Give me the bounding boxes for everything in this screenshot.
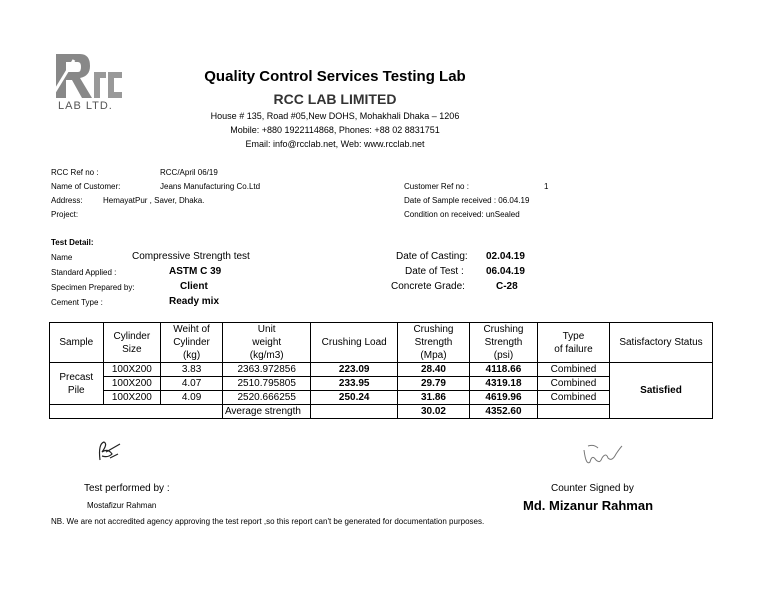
cell-unit-weight: 2363.972856 [222, 363, 311, 377]
counter-signed-name: Md. Mizanur Rahman [523, 498, 654, 513]
cell-psi: 4619.96 [470, 391, 538, 405]
address-label: Address: [51, 196, 83, 205]
cell-size: 100X200 [103, 363, 161, 377]
table-header-row [50, 323, 713, 363]
customer-ref-label: Customer Ref no : [404, 182, 469, 191]
header-strength-psi: Crushing Strength (psi) [470, 323, 538, 363]
performed-label: Test performed by : [84, 483, 170, 494]
header-status: Satisfactory Status [610, 323, 713, 363]
company-address: House # 135, Road #05,New DOHS, Mohakhali Dhaka – 1206 [210, 111, 460, 121]
empty-cell [311, 405, 397, 419]
casting-value: 02.04.19 [486, 251, 525, 262]
results-table [49, 322, 713, 419]
cell-psi: 4319.18 [470, 377, 538, 391]
test-name-label: Name [51, 253, 73, 262]
cell-size: 100X200 [103, 377, 161, 391]
test-date-value: 06.04.19 [486, 266, 525, 277]
cell-load: 223.09 [311, 363, 397, 377]
company-phones: Mobile: +880 1922114868, Phones: +88 02 8831751 [230, 125, 440, 135]
company-name: RCC LAB LIMITED [273, 91, 397, 107]
cement-value: Ready mix [169, 296, 220, 307]
cement-label: Cement Type : [51, 298, 103, 307]
company-email: Email: info@rcclab.net, Web: www.rcclab.net [245, 139, 425, 149]
test-date-label: Date of Test : [405, 266, 464, 277]
cell-weight: 3.83 [161, 363, 223, 377]
tester-signature [94, 438, 124, 469]
table-row [50, 363, 713, 377]
cell-load: 250.24 [311, 391, 397, 405]
condition-received: Condition on received: unSealed [404, 210, 520, 219]
empty-cell [50, 405, 223, 419]
cell-weight: 4.07 [161, 377, 223, 391]
cell-weight: 4.09 [161, 391, 223, 405]
average-mpa: 30.02 [397, 405, 469, 419]
standard-value: ASTM C 39 [169, 266, 222, 277]
prepared-label: Specimen Prepared by: [51, 283, 135, 292]
cell-failure: Combined [537, 391, 609, 405]
counter-signed-label: Counter Signed by [551, 483, 634, 494]
cell-size: 100X200 [103, 391, 161, 405]
header-failure-type: Type of failure [537, 323, 609, 363]
cell-mpa: 31.86 [397, 391, 469, 405]
empty-cell [537, 405, 609, 419]
project-label: Project: [51, 210, 79, 219]
header-cylinder-size: Cylinder Size [103, 323, 161, 363]
cell-failure: Combined [537, 363, 609, 377]
grade-value: C-28 [496, 281, 518, 292]
ref-value: RCC/April 06/19 [160, 168, 218, 177]
grade-label: Concrete Grade: [391, 281, 465, 292]
customer-value: Jeans Manufacturing Co.Ltd [160, 182, 261, 191]
customer-label: Name of Customer: [51, 182, 121, 191]
company-logo [50, 52, 128, 114]
casting-label: Date of Casting: [396, 251, 468, 262]
header-crushing-load: Crushing Load [311, 323, 397, 363]
header-unit-weight: Unit weight (kg/m3) [222, 323, 311, 363]
test-detail-heading: Test Detail: [51, 238, 94, 247]
date-received: Date of Sample received : 06.04.19 [404, 196, 530, 205]
header-weight: Weiht of Cylinder (kg) [161, 323, 223, 363]
cell-unit-weight: 2510.795805 [222, 377, 311, 391]
disclaimer-note: NB. We are not accredited agency approving the test report ,so this report can't be generated for documentation purposes. [51, 517, 485, 526]
prepared-value: Client [180, 281, 208, 292]
cell-psi: 4118.66 [470, 363, 538, 377]
logo-subtext: LAB LTD. [58, 100, 113, 112]
cell-unit-weight: 2520.666255 [222, 391, 311, 405]
header-strength-mpa: Crushing Strength (Mpa) [397, 323, 469, 363]
average-label: Average strength [222, 405, 311, 419]
counter-signature [580, 440, 624, 475]
header-sample: Sample [50, 323, 104, 363]
cell-failure: Combined [537, 377, 609, 391]
cell-mpa: 28.40 [397, 363, 469, 377]
standard-label: Standard Applied : [51, 268, 117, 277]
ref-label: RCC Ref no : [51, 168, 99, 177]
status-value: Satisfied [610, 363, 713, 419]
performed-name: Mostafizur Rahman [87, 501, 157, 510]
address-value: HemayatPur , Saver, Dhaka. [103, 196, 205, 205]
test-name-value: Compressive Strength test [132, 251, 250, 262]
cell-mpa: 29.79 [397, 377, 469, 391]
cell-load: 233.95 [311, 377, 397, 391]
sample-name: Precast Pile [50, 363, 104, 405]
average-psi: 4352.60 [470, 405, 538, 419]
customer-ref-value: 1 [544, 182, 549, 191]
lab-title: Quality Control Services Testing Lab [204, 68, 466, 85]
